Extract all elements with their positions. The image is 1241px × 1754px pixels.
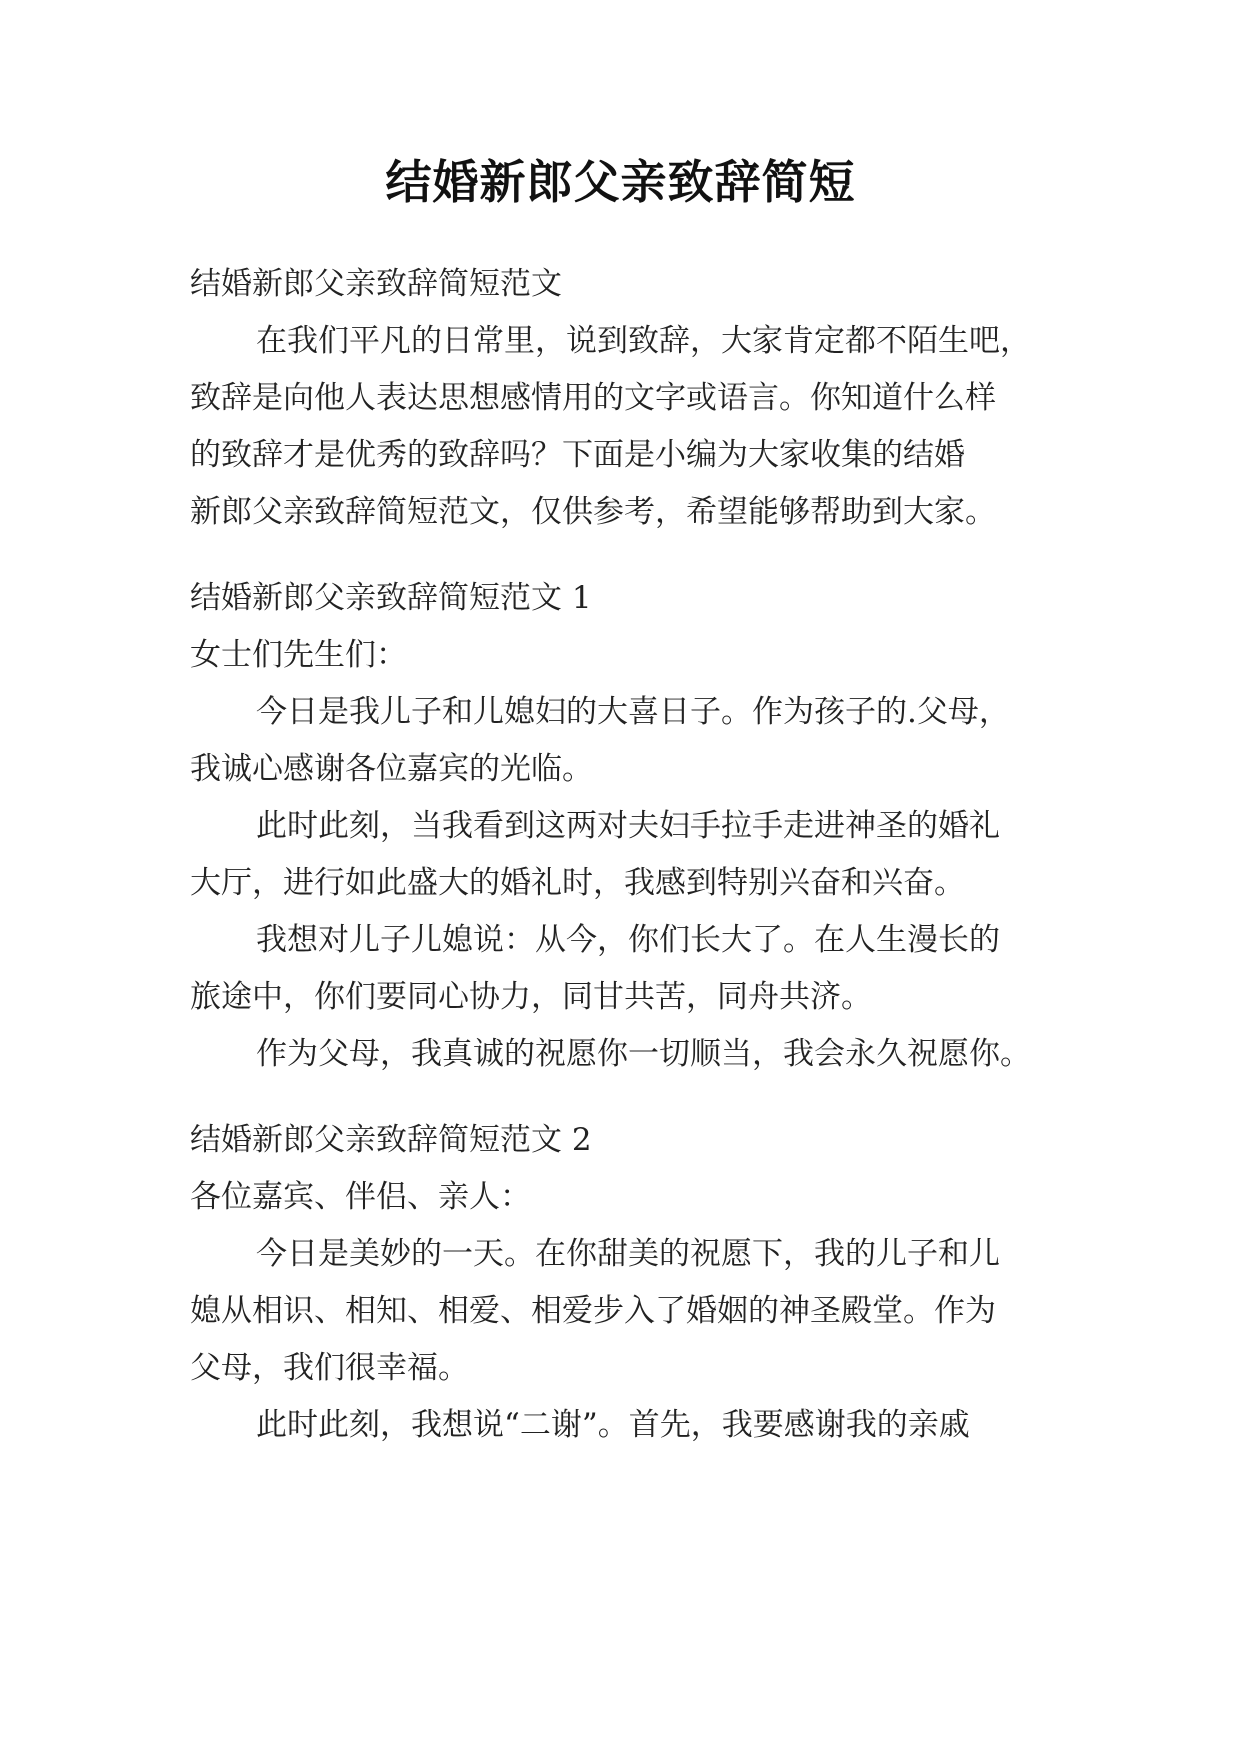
paragraph-line: 我诚心感谢各位嘉宾的光临。 bbox=[190, 751, 593, 787]
section-heading-1: 结婚新郎父亲致辞简短范文 1 bbox=[190, 580, 592, 616]
paragraph-line: 此时此刻，当我看到这两对夫妇手拉手走进神圣的婚礼 bbox=[256, 808, 1000, 844]
paragraph-line: 大厅，进行如此盛大的婚礼时，我感到特别兴奋和兴奋。 bbox=[190, 865, 965, 901]
paragraph-line: 作为父母，我真诚的祝愿你一切顺当，我会永久祝愿你。 bbox=[256, 1036, 1031, 1072]
paragraph-line: 我想对儿子儿媳说：从今，你们长大了。在人生漫长的 bbox=[256, 922, 1000, 958]
paragraph-line: 致辞是向他人表达思想感情用的文字或语言。你知道什么样 bbox=[190, 380, 996, 416]
paragraph-line: 的致辞才是优秀的致辞吗？下面是小编为大家收集的结婚 bbox=[190, 437, 965, 473]
salutation-line: 各位嘉宾、伴侣、亲人： bbox=[190, 1179, 531, 1215]
paragraph-line: 在我们平凡的日常里，说到致辞，大家肯定都不陌生吧， bbox=[256, 323, 1031, 359]
paragraph-line: 今日是美妙的一天。在你甜美的祝愿下，我的儿子和儿 bbox=[256, 1236, 1000, 1272]
document-title: 结婚新郎父亲致辞简短 bbox=[385, 155, 856, 209]
paragraph-line: 新郎父亲致辞简短范文，仅供参考，希望能够帮助到大家。 bbox=[190, 494, 996, 530]
section-heading-intro: 结婚新郎父亲致辞简短范文 bbox=[190, 266, 562, 302]
paragraph-line: 今日是我儿子和儿媳妇的大喜日子。作为孩子的.父母， bbox=[256, 694, 1010, 730]
paragraph-line: 此时此刻，我想说“二谢”。首先，我要感谢我的亲戚 bbox=[256, 1407, 970, 1443]
salutation-line: 女士们先生们： bbox=[190, 637, 407, 673]
paragraph-line: 媳从相识、相知、相爱、相爱步入了婚姻的神圣殿堂。作为 bbox=[190, 1293, 996, 1329]
section-heading-2: 结婚新郎父亲致辞简短范文 2 bbox=[190, 1122, 592, 1158]
paragraph-line: 父母，我们很幸福。 bbox=[190, 1350, 469, 1386]
paragraph-line: 旅途中，你们要同心协力，同甘共苦，同舟共济。 bbox=[190, 979, 872, 1015]
